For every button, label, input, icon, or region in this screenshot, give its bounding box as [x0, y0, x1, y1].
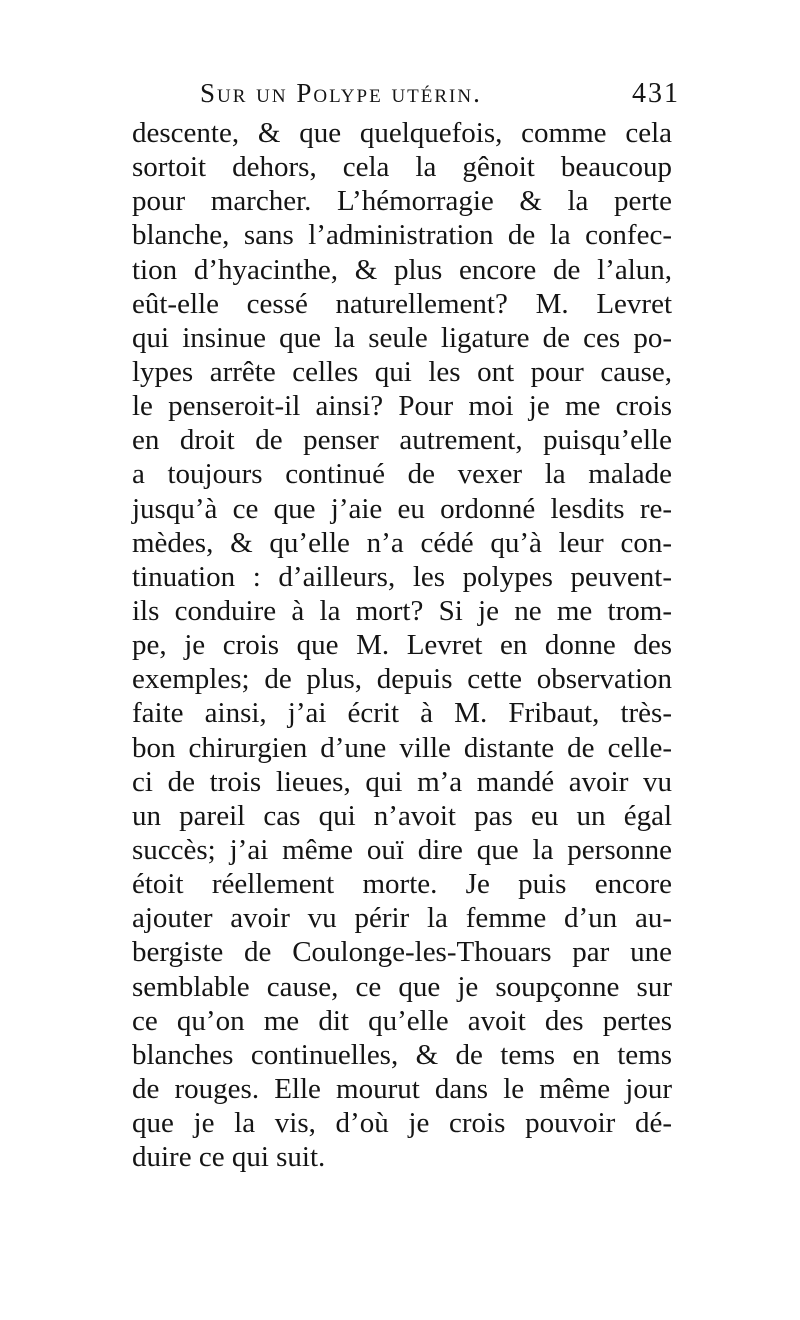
text-line: tinuation : d’ailleurs, les polypes peuvent- — [132, 560, 672, 593]
text-line: étoit réellement morte. Je puis encore — [132, 868, 672, 901]
running-head — [200, 78, 680, 118]
text-line: bergiste de Coulonge-les-Thouars par une — [132, 936, 672, 969]
text-line: que je la vis, d’où je crois pouvoir dé- — [132, 1107, 672, 1140]
text-line: pour marcher. L’hémorragie & la perte — [132, 185, 672, 218]
text-line: en droit de penser autrement, puisqu’elle — [132, 424, 672, 457]
text-line: ajouter avoir vu périr la femme d’un au- — [132, 902, 672, 935]
text-line: de rouges. Elle mourut dans le même jour — [132, 1072, 672, 1105]
text-line: jusqu’à ce que j’aie eu ordonné lesdits re- — [132, 492, 672, 525]
text-line: le penseroit-il ainsi? Pour moi je me crois — [132, 390, 672, 423]
text-line-last: duire ce qui suit. — [132, 1141, 326, 1174]
text-line: semblable cause, ce que je soupçonne sur — [132, 970, 672, 1003]
text-line: ce qu’on me dit qu’elle avoit des pertes — [132, 1004, 672, 1037]
text-line: a toujours continué de vexer la malade — [132, 458, 672, 491]
text-line: pe, je crois que M. Levret en donne des — [132, 629, 672, 662]
text-line: descente, & que quelquefois, comme cela — [132, 117, 672, 149]
text-line: ci de trois lieues, qui m’a mandé avoir vu — [132, 765, 672, 798]
running-title: Sur un Polype utérin. — [200, 78, 482, 108]
text-line: succès; j’ai même ouï dire que la personne — [132, 833, 672, 866]
text-line: bon chirurgien d’une ville distante de celle- — [132, 731, 672, 764]
text-line: blanches continuelles, & de tems en tems — [132, 1038, 672, 1071]
page-number: 431 — [632, 78, 680, 109]
text-line: blanche, sans l’administration de la confec- — [132, 219, 672, 252]
body-text — [132, 116, 672, 1174]
text-line: ils conduire à la mort? Si je ne me trom- — [132, 594, 672, 627]
text-line: sortoit dehors, cela la gênoit beaucoup — [132, 151, 672, 184]
text-line: un pareil cas qui n’avoit pas eu un égal — [132, 799, 672, 832]
text-line: tion d’hyacinthe, & plus encore de l’alun, — [132, 253, 672, 286]
text-line: lypes arrête celles qui les ont pour cause, — [132, 355, 672, 388]
text-line: faite ainsi, j’ai écrit à M. Fribaut, très- — [132, 697, 672, 730]
text-line: eût-elle cessé naturellement? M. Levret — [132, 287, 672, 320]
text-line: mèdes, & qu’elle n’a cédé qu’à leur con- — [132, 526, 672, 559]
text-line: exemples; de plus, depuis cette observation — [132, 663, 672, 696]
text-line: qui insinue que la seule ligature de ces po- — [132, 321, 672, 354]
